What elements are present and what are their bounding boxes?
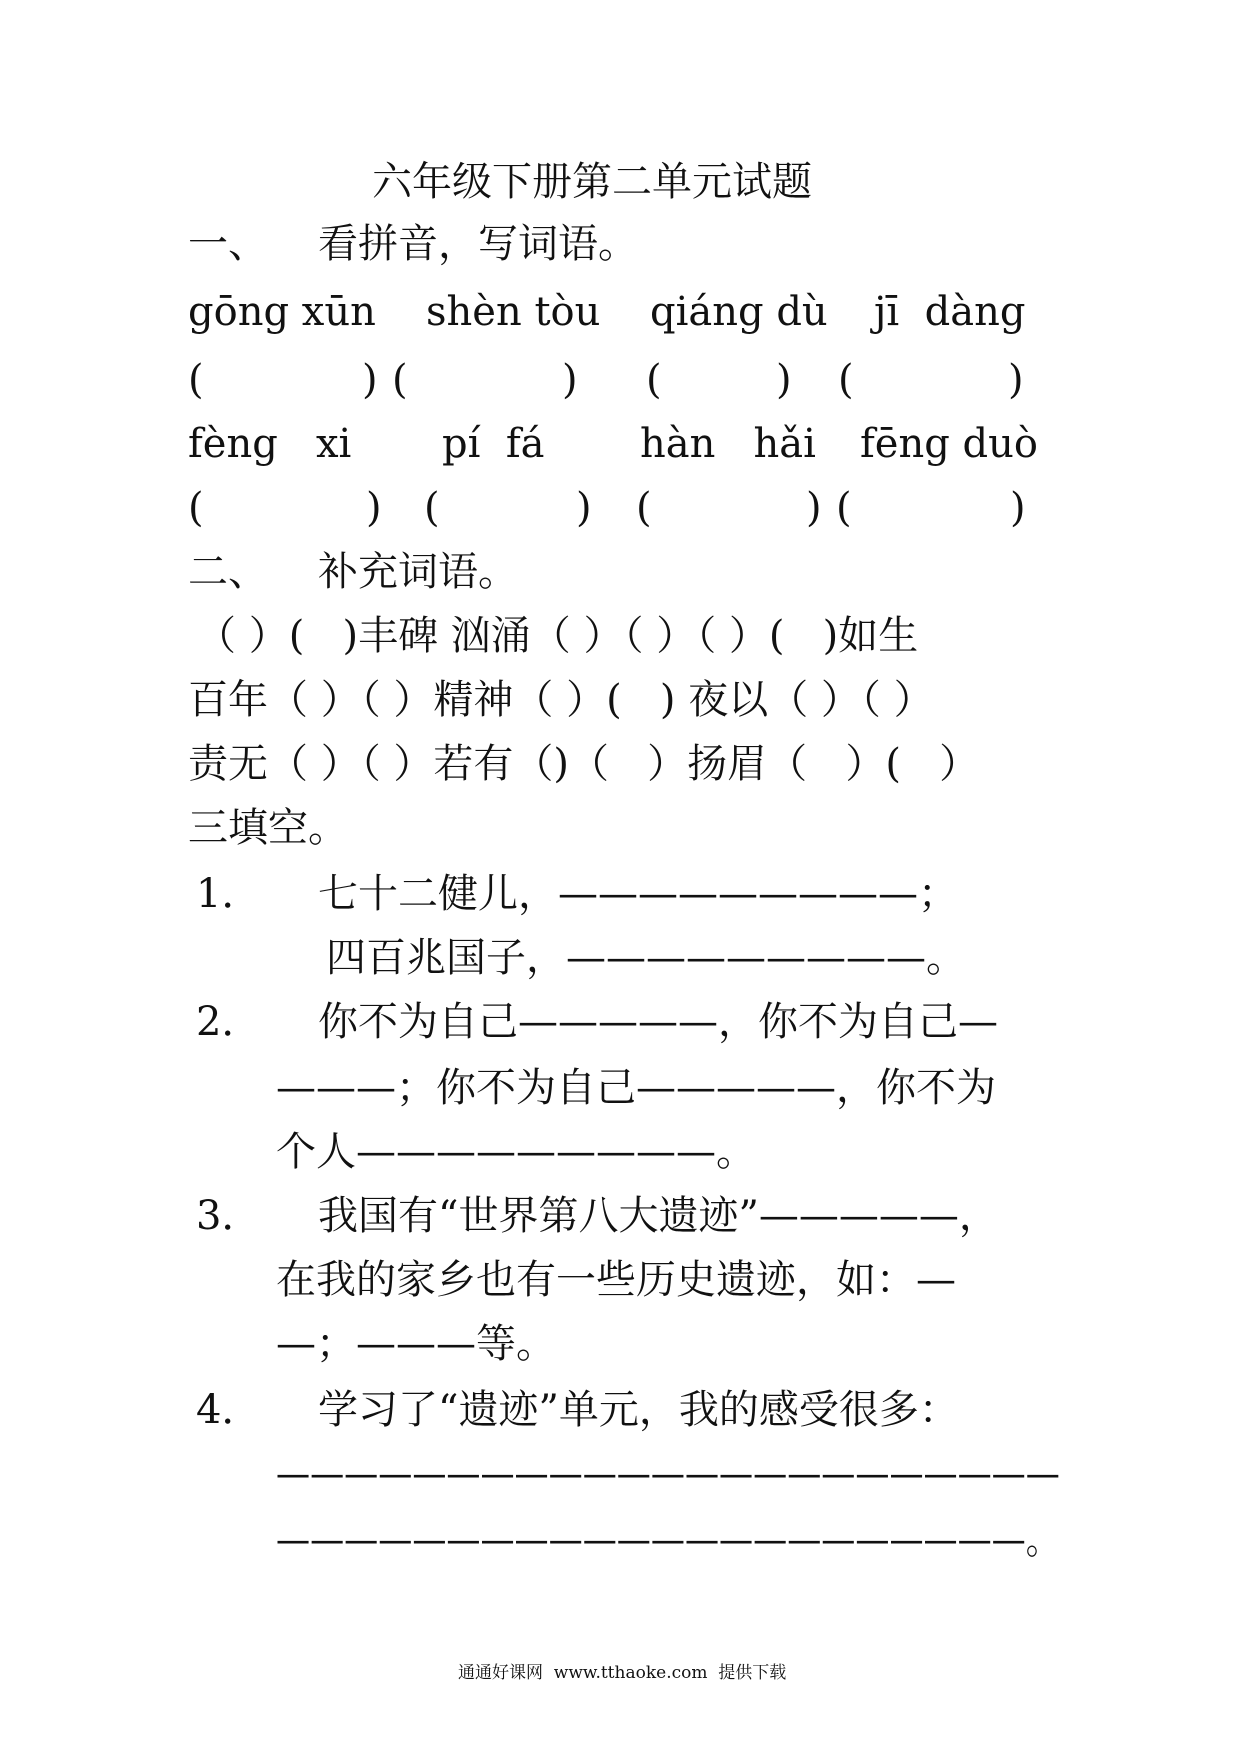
- answer-bracket-close: ): [1008, 357, 1024, 403]
- answer-bracket-open: (: [188, 357, 204, 403]
- pinyin-word: qiáng dù: [650, 289, 828, 335]
- question-text: 个人—————————。: [276, 1129, 756, 1175]
- question-number: 3．: [196, 1193, 262, 1239]
- question-number: 4．: [196, 1387, 262, 1433]
- answer-bracket-open: (: [424, 485, 440, 531]
- section1-number: 一、: [188, 221, 268, 267]
- footer-credit: 通通好课网 www.tthaoke.com 提供下载: [458, 1663, 787, 1683]
- question-text: 你不为自己—————，你不为自己—: [318, 999, 998, 1045]
- pinyin-word: fēng duò: [860, 421, 1039, 467]
- answer-bracket-open: (: [838, 357, 854, 403]
- question-text: 四百兆国子，—————————。: [326, 935, 966, 981]
- section3-heading: 三填空。: [188, 805, 348, 851]
- question-text: 在我的家乡也有一些历史遗迹，如：—: [276, 1257, 956, 1303]
- answer-line: ———————————————————————: [276, 1451, 1060, 1497]
- question-text: 七十二健儿，—————————；: [318, 871, 958, 917]
- answer-bracket-close: ): [562, 357, 578, 403]
- question-text: —；———等。: [276, 1321, 556, 1367]
- answer-bracket-close: ): [362, 357, 378, 403]
- pinyin-word: shèn tòu: [426, 289, 601, 335]
- question-number: 2．: [196, 999, 262, 1045]
- answer-bracket-close: ): [776, 357, 792, 403]
- answer-line: ——————————————————————。: [276, 1517, 1060, 1563]
- answer-bracket-close: ): [1010, 485, 1026, 531]
- answer-bracket-close: ): [806, 485, 822, 531]
- section1-heading: 看拼音，写词语。: [318, 221, 638, 267]
- question-number: 1．: [196, 871, 262, 917]
- pinyin-word: gōng xūn: [188, 289, 376, 335]
- pinyin-word: hàn hǎi: [640, 421, 816, 467]
- page-title: 六年级下册第二单元试题: [372, 159, 812, 205]
- pinyin-word: jī dàng: [874, 289, 1026, 335]
- answer-bracket-open: (: [392, 357, 408, 403]
- idiom-fill-line: 百年（ ）（ ）精神（ ）( ) 夜以（ ）（ ）: [188, 677, 934, 723]
- idiom-fill-line: （ ）( )丰碑 汹涌（ ）（ ）（ ）( )如生: [196, 613, 919, 659]
- answer-bracket-open: (: [646, 357, 662, 403]
- idiom-fill-line: 责无（ ）（ ）若有（)（ ）扬眉（ ）( ）: [188, 741, 980, 787]
- answer-bracket-close: ): [366, 485, 382, 531]
- question-text: 学习了“遗迹”单元，我的感受很多：: [318, 1387, 959, 1433]
- question-text: ———；你不为自己—————，你不为: [276, 1065, 996, 1111]
- answer-bracket-close: ): [576, 485, 592, 531]
- answer-bracket-open: (: [636, 485, 652, 531]
- answer-bracket-open: (: [188, 485, 204, 531]
- pinyin-word: pí fá: [442, 421, 545, 467]
- section2-heading: 补充词语。: [318, 549, 518, 595]
- question-text: 我国有“世界第八大遗迹”—————，: [318, 1193, 999, 1239]
- answer-bracket-open: (: [836, 485, 852, 531]
- section2-number: 二、: [188, 549, 268, 595]
- pinyin-word: fèng xi: [188, 421, 352, 467]
